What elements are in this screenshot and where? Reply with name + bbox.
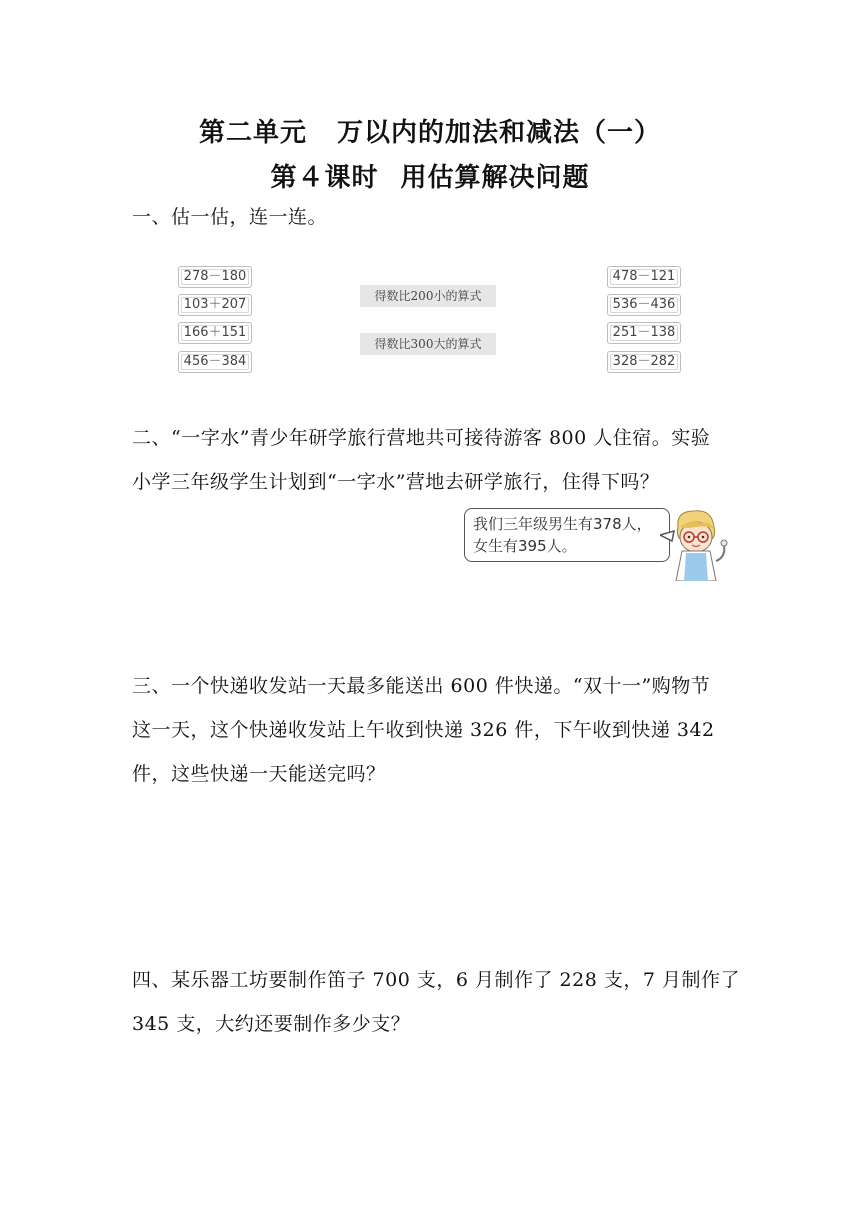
- label-greater-than-300[interactable]: 得数比300大的算式: [360, 333, 496, 355]
- question-2: [132, 416, 742, 504]
- question-1-text: 一、估一估，连一连。: [132, 206, 328, 228]
- left-expression-3[interactable]: 166＋151: [178, 322, 252, 344]
- bubble-line-2: 女生有395人。: [473, 537, 577, 555]
- question-3-line-3: 件，这些快递一天能送完吗？: [132, 763, 386, 785]
- question-2-line-2: 小学三年级学生计划到“一字水”营地去研学旅行，住得下吗？: [132, 471, 660, 493]
- label-less-than-200[interactable]: 得数比200小的算式: [360, 285, 496, 307]
- right-expression-2[interactable]: 536－436: [607, 294, 681, 316]
- unit-label: 第二单元: [198, 118, 307, 148]
- lesson-heading: [0, 157, 860, 194]
- lesson-title: 用估算解决问题: [400, 163, 590, 193]
- question-4-line-2: 345 支，大约还要制作多少支？: [132, 1013, 411, 1035]
- unit-title: 万以内的加法和减法（一）: [337, 118, 662, 148]
- unit-heading: [0, 112, 860, 149]
- question-3: [132, 664, 742, 796]
- right-expression-1[interactable]: 478－121: [607, 266, 681, 288]
- speech-bubble: [464, 508, 670, 562]
- bubble-line-1: 我们三年级男生有378人，: [473, 515, 652, 533]
- left-expression-1[interactable]: 278－180: [178, 266, 252, 288]
- right-expression-4[interactable]: 328－282: [607, 351, 681, 373]
- lesson-label: 第４课时: [270, 163, 379, 193]
- left-expression-4[interactable]: 456－384: [178, 351, 252, 373]
- question-4: [132, 958, 742, 1046]
- right-expression-3[interactable]: 251－138: [607, 322, 681, 344]
- left-expression-2[interactable]: 103＋207: [178, 294, 252, 316]
- boy-illustration-icon: [660, 505, 732, 581]
- question-3-line-2: 这一天，这个快递收发站上午收到快递 326 件，下午收到快递 342: [132, 719, 715, 741]
- question-2-line-1: 二、“一字水”青少年研学旅行营地共可接待游客 800 人住宿。实验: [132, 427, 711, 449]
- question-3-line-1: 三、一个快递收发站一天最多能送出 600 件快递。“双十一”购物节: [132, 675, 711, 697]
- question-4-line-1: 四、某乐器工坊要制作笛子 700 支，6 月制作了 228 支，7 月制作了: [132, 969, 740, 991]
